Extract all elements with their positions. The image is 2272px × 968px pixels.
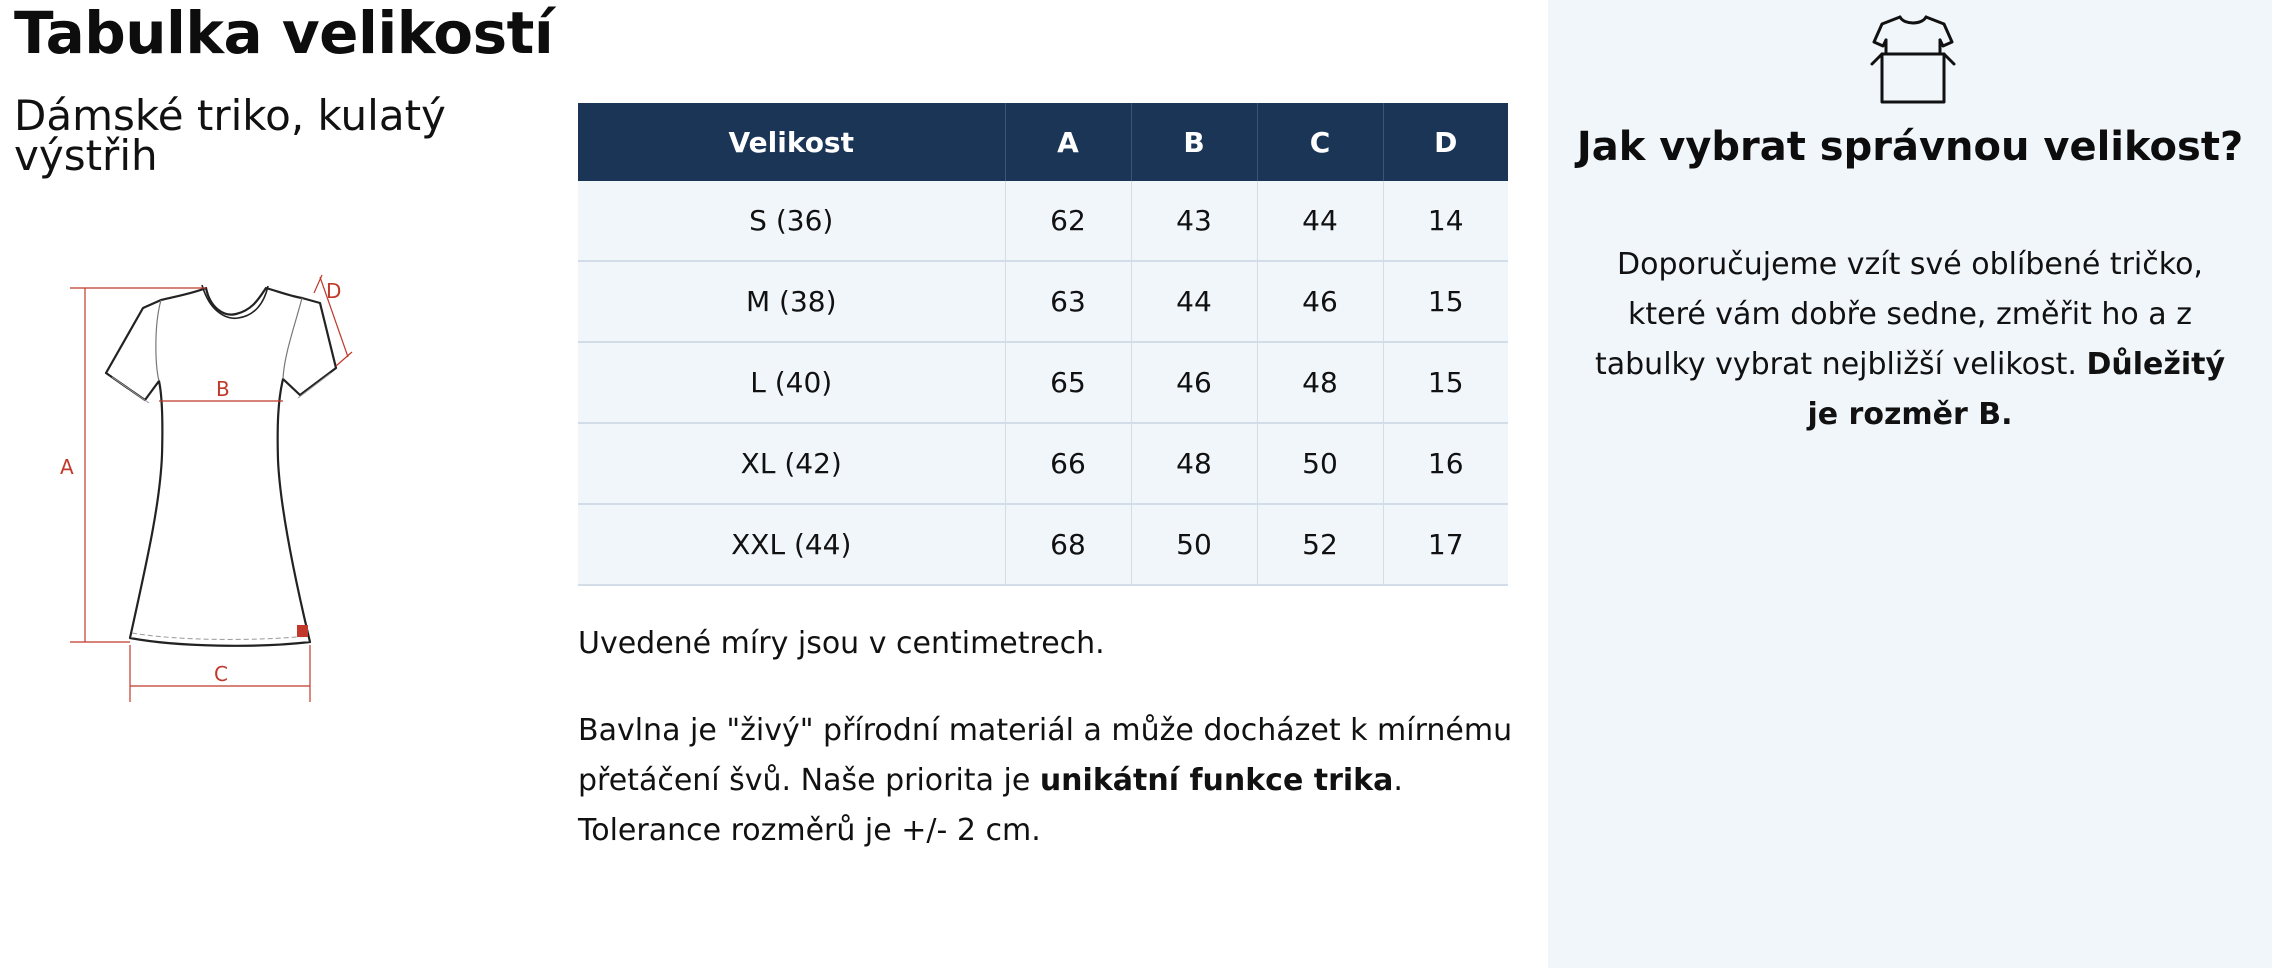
table-cell: 46 <box>1131 342 1257 423</box>
shirt-outline <box>106 288 336 646</box>
help-title: Jak vybrat správnou velikost? <box>1576 124 2244 170</box>
measure-label-c: C <box>214 662 228 686</box>
help-text-body: Doporučujeme vzít své oblíbené tričko, které vám dobře sedne, změřit ho a z tabulky vybrat nejbližší velikost. <box>1594 247 2203 382</box>
box-shirt-icon <box>1868 12 1958 106</box>
measure-label-b: B <box>216 377 230 401</box>
column-header: D <box>1383 103 1508 181</box>
table-cell: 52 <box>1257 504 1383 585</box>
size-help-panel <box>1548 0 2272 968</box>
table-row <box>578 504 1508 585</box>
table-cell: XXL (44) <box>578 504 1005 585</box>
table-cell: 50 <box>1131 504 1257 585</box>
help-text-highlight: Důležitý je rozměr B. <box>1807 347 2225 432</box>
table-cell: 15 <box>1383 342 1508 423</box>
table-cell: XL (42) <box>578 423 1005 504</box>
table-cell: 65 <box>1005 342 1131 423</box>
column-header: C <box>1257 103 1383 181</box>
table-cell: 44 <box>1131 261 1257 342</box>
cotton-text-end: . <box>1393 763 1403 798</box>
table-cell: 43 <box>1131 181 1257 261</box>
page-title: Tabulka velikostí <box>14 0 554 67</box>
table-header-row <box>578 103 1508 181</box>
table-cell: 44 <box>1257 181 1383 261</box>
cotton-note <box>578 706 1518 856</box>
table-cell: 46 <box>1257 261 1383 342</box>
table-cell: 50 <box>1257 423 1383 504</box>
table-cell: S (36) <box>578 181 1005 261</box>
measure-label-d: D <box>326 279 342 303</box>
table-cell: 66 <box>1005 423 1131 504</box>
table-row <box>578 261 1508 342</box>
tolerance-text: Tolerance rozměrů je +/- 2 cm. <box>578 813 1041 848</box>
cotton-text: Bavlna je "živý" přírodní materiál a může docházet k mírnému přetáčení švů. Naše priorita je <box>578 713 1513 798</box>
table-cell: M (38) <box>578 261 1005 342</box>
shirt-label-tag <box>297 625 308 637</box>
table-cell: L (40) <box>578 342 1005 423</box>
units-note: Uvedené míry jsou v centimetrech. <box>578 626 1105 661</box>
table-row <box>578 181 1508 261</box>
table-cell: 16 <box>1383 423 1508 504</box>
table-cell: 62 <box>1005 181 1131 261</box>
table-cell: 63 <box>1005 261 1131 342</box>
column-header: B <box>1131 103 1257 181</box>
table-cell: 48 <box>1257 342 1383 423</box>
table-row <box>578 342 1508 423</box>
shirt-measurement-diagram <box>58 255 478 725</box>
table-cell: 14 <box>1383 181 1508 261</box>
size-table <box>578 103 1508 586</box>
help-text <box>1578 240 2242 440</box>
product-title: Dámské triko, kulatý výstřih <box>14 91 446 180</box>
measure-label-a: A <box>60 455 74 479</box>
cotton-highlight: unikátní funkce trika <box>1039 763 1394 798</box>
table-cell: 15 <box>1383 261 1508 342</box>
column-header: A <box>1005 103 1131 181</box>
column-header: Velikost <box>578 103 1005 181</box>
table-cell: 48 <box>1131 423 1257 504</box>
table-cell: 17 <box>1383 504 1508 585</box>
table-row <box>578 423 1508 504</box>
table-cell: 68 <box>1005 504 1131 585</box>
